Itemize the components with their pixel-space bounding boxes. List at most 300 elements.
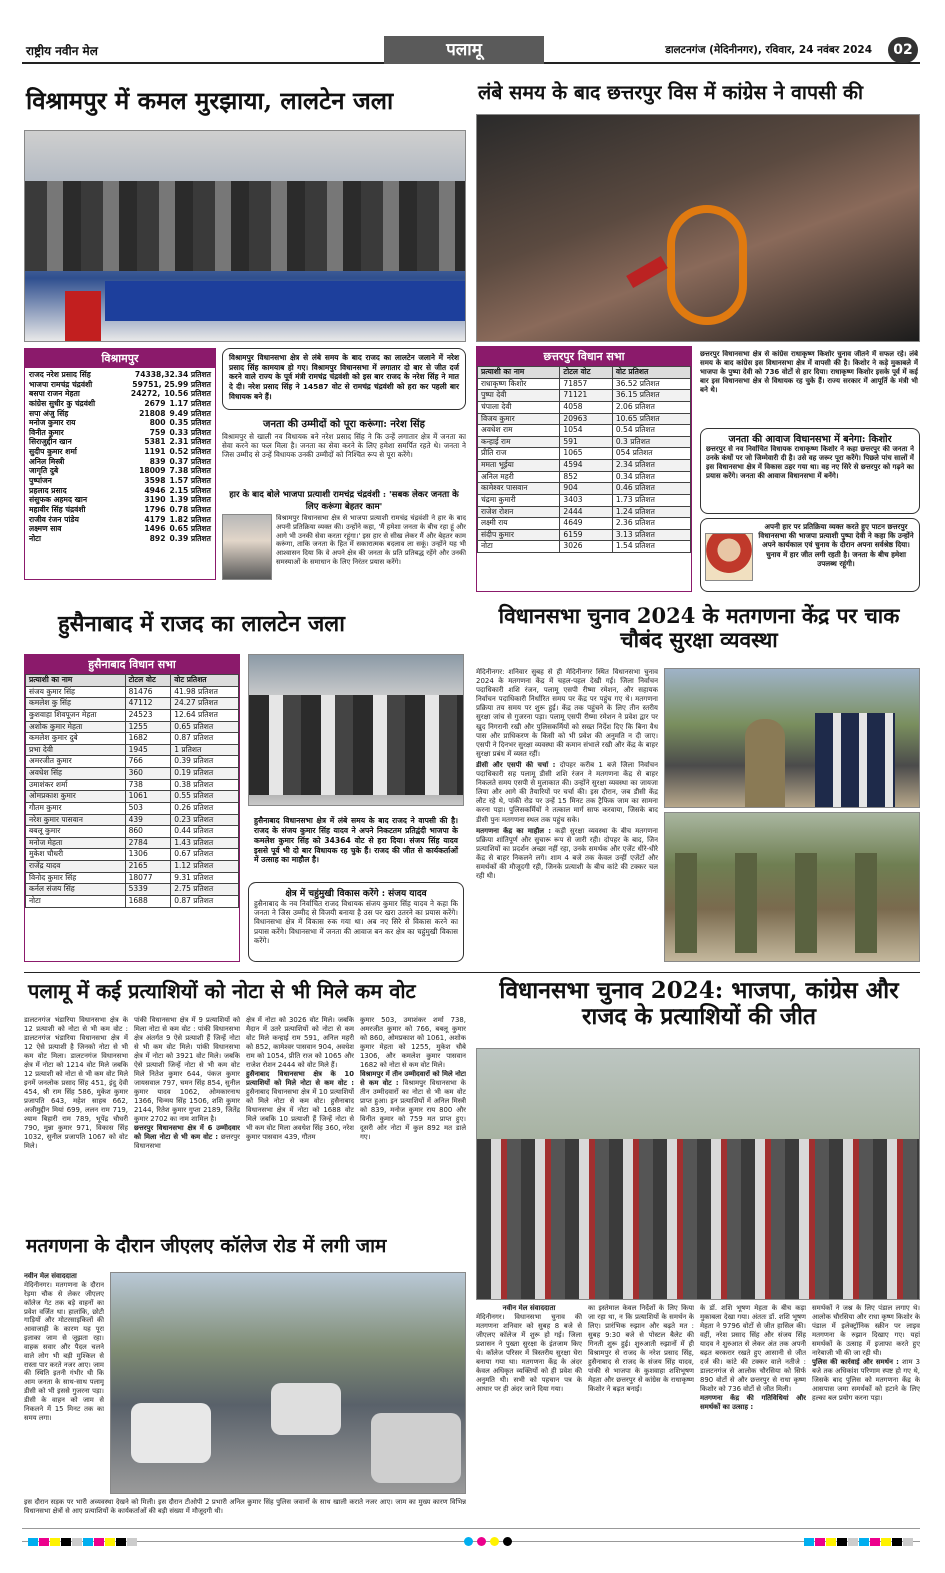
story5-col4-b: विश्रामपुर विधानसभा के तीन उम्मीदवारों का नोटा से भी कम वोट प्राप्त हुआ। इन प्रत्याशियों में अनिल मिस्त्री को 839, मनोज कुमार राय 800 और विनीत कुमार को 759 मत प्राप्त हुए। दूसरी ओर नोटा में कुल 892 मत डाले गए। bbox=[360, 1078, 466, 1141]
color-dots-center bbox=[462, 1531, 514, 1550]
photo-microphone bbox=[626, 256, 668, 288]
color-swatch bbox=[28, 1538, 38, 1546]
vote-count: 4594 bbox=[560, 460, 612, 472]
story2-sub2-box bbox=[700, 518, 920, 592]
vote-count: 59751, 25.99 प्रतिशत bbox=[132, 379, 211, 389]
result-row bbox=[29, 486, 211, 496]
table-row bbox=[26, 802, 239, 814]
table-row bbox=[26, 744, 239, 756]
story5-col4: कुमार 503, उमाशंकर शर्मा 738, अमरजीत कुमार को 766, बबलू कुमार को 860, ओमप्रकाश को 1061, अशोक कुमार मेहता को 1255, मुकेश चौबे 1306, और कमलेश कुमार पासवान 1682 को नोटा से कम वोट मिले। bbox=[360, 1016, 466, 1069]
vote-percent: 10.56 प्रतिशत bbox=[164, 389, 211, 399]
table-row bbox=[478, 425, 691, 437]
vote-percent: 0.39 प्रतिशत bbox=[171, 756, 239, 768]
vote-percent: 0.87 प्रतिशत bbox=[171, 733, 239, 745]
col-header: वोट प्रतिशत bbox=[612, 367, 690, 379]
vote-count: 766 bbox=[125, 756, 171, 768]
photo-people-silhouettes bbox=[249, 695, 464, 795]
color-swatch bbox=[892, 1538, 902, 1546]
table-row bbox=[478, 378, 691, 390]
story3-lead: हुसैनाबाद विधानसभा क्षेत्र में लंबे समय के बाद राजद ने वापसी की है। राजद के संजय कुमार सिंह यादव ने अपने निकटतम प्रतिद्वंदी भाजपा के कमलेश कुमार सिंह को 34364 वोट से हरा दिया। संजय सिंह यादव इससे पूर्व भी दो बार विधायक रह चुके हैं। राजद की जीत से कार्यकर्ताओं में उत्साह का माहौल है। bbox=[254, 816, 458, 865]
story1-sub1: जनता की उम्मीदों को पूरा करूंगा: नरेश सिंह bbox=[263, 419, 425, 430]
col-header: प्रत्याशी का नाम bbox=[478, 367, 560, 379]
color-swatch bbox=[815, 1538, 825, 1546]
photo-crowd bbox=[477, 1139, 920, 1299]
vote-percent: 10.65 प्रतिशत bbox=[612, 413, 690, 425]
vote-count: 24272, bbox=[130, 389, 161, 399]
divider bbox=[24, 972, 920, 973]
table-row bbox=[26, 837, 239, 849]
table-row bbox=[26, 849, 239, 861]
photo-police-row bbox=[675, 853, 915, 953]
story3-results-table bbox=[25, 674, 239, 908]
candidate-name: कामेश्वर पासवान bbox=[478, 483, 560, 495]
result-row bbox=[29, 428, 211, 438]
candidate-name: राजेंद्र यादव bbox=[26, 861, 126, 873]
candidate-name: अमरजीत कुमार bbox=[26, 756, 126, 768]
vote-percent: 0.34 प्रतिशत bbox=[612, 471, 690, 483]
story3-photo bbox=[248, 654, 464, 806]
story3-table-box bbox=[24, 654, 240, 962]
story7-text: मेदिनीनगर। मतगणना के दौरान रेड़मा चौक से लेकर जीएलए कॉलेज गेट तक बड़े वाहनों का प्रवेश वर्जित था। हालांकि, छोटी गाड़ियों और मोटरसाइकिलों की आवाजाही के कारण यह पूरा इलाका जाम से जूझता रहा। वाहक सवार और पैदल चलने वाले लोग भी बड़ी मुश्किल से रास्ता पार करते नजर आए। जाम की स्थिति इतनी गंभीर थी कि आम जनता के साथ-साथ पलामू डीसी को भी इससे गुजरना पड़ा। डीसी के वाहन को जाम से निकलने में 15 मिनट तक का समय लगा। bbox=[24, 1281, 104, 1422]
masthead bbox=[22, 36, 920, 64]
paper-name: राष्ट्रीय नवीन मेल bbox=[26, 44, 98, 58]
candidate-name: अनिल मिस्त्री bbox=[29, 456, 65, 466]
vote-percent: 0.52 प्रतिशत bbox=[169, 447, 211, 457]
story5-col3-sub: हुसैनाबाद विधानसभा क्षेत्र के 10 प्रत्याशियों को मिले नोटा से कम वोट : bbox=[246, 1069, 354, 1087]
story6-col3-wrap bbox=[700, 1304, 806, 1520]
candidate-name: विजय कुमार bbox=[478, 413, 560, 425]
story7-footer: इस दौरान सड़क पर भारी अव्यवस्था देखने को मिली। इस दौरान टीओपी 2 प्रभारी अनिल कुमार सिंह पुलिस जवानों के साथ खाली कराते नजर आए। जाम का मुख्य कारण विभिन्न विधानसभा क्षेत्रों से आए प्रत्याशियों के कार्यकर्ताओं की बड़ी संख्या में मौजूदगी थी। bbox=[24, 1498, 466, 1515]
candidate-name: लक्ष्मण साव bbox=[29, 524, 62, 534]
registration-strip bbox=[22, 1528, 920, 1542]
result-row bbox=[29, 418, 211, 428]
story5-col3: क्षेत्र में नोटा को 3026 वोट मिले। जबकि मैदान में उतरे प्रत्याशियों को नोटा से कम वोट मिले कन्हाई राम 591, अनिल महरी को 852, कामेश्वर पासवान 904, अवधेश राम को 1054, प्रीति राज को 1065 और राजेश रोशन 2444 को वोट मिले हैं। bbox=[246, 1016, 354, 1069]
story2-results-table bbox=[477, 366, 691, 553]
result-row bbox=[29, 534, 211, 544]
vote-count: 904 bbox=[560, 483, 612, 495]
story4-headline: विधानसभा चुनाव 2024 के मतगणना केंद्र पर चाक चौबंद सुरक्षा व्यवस्था bbox=[498, 603, 900, 652]
table-row bbox=[26, 791, 239, 803]
story4-body3: कड़ी सुरक्षा व्यवस्था के बीच मतगणना प्रक्रिया शांतिपूर्ण और सुचारू रूप से जारी रही। दोपहर के बाद, जिन प्रत्याशियों का प्रदर्शन अच्छा नहीं रहा, उनके समर्थक और एजेंट धीरे-धीरे केंद्र से बाहर निकलने लगे। शाम 4 बजे तक केवल उन्हीं एजेंटों और समर्थकों की मौजूदगी रही, जिनके प्रत्याशी के बीच कांटे की टक्कर चल रही थी। bbox=[476, 826, 658, 881]
result-row bbox=[29, 380, 211, 390]
result-row bbox=[29, 457, 211, 467]
vote-count: 81476 bbox=[125, 686, 171, 698]
candidate-name: अवधेश सिंह bbox=[26, 768, 126, 780]
photo-officials bbox=[815, 713, 895, 808]
vote-percent: 054 प्रतिशत bbox=[612, 448, 690, 460]
candidate-name: राजेश रोशन bbox=[478, 506, 560, 518]
result-row bbox=[29, 495, 211, 505]
story3-sub-box bbox=[248, 882, 464, 962]
vote-count: 800 bbox=[149, 418, 166, 428]
story7-text-col bbox=[24, 1272, 104, 1492]
story6-col2: का इस्तेमाल केवल निर्देशों के लिए किया जा रहा था, न कि प्रत्याशियों के समर्थन के लिए। प्रारंभिक रुझान और बढ़ते मत : सुबह 9:30 बजे से पोस्टल बैलेट की गिनती शुरू हुई। शुरुआती रुझानों में ही विश्रामपुर से राजद के नरेश प्रसाद सिंह, हुसैनाबाद से राजद के संजय सिंह यादव, पांकी से भाजपा के कुशवाहा शशिभूषण मेहता और छत्तरपुर से कांग्रेस के राधाकृष्ण किशोर ने बढ़त बनाई। bbox=[588, 1304, 694, 1393]
candidate-name: प्रीति राज bbox=[478, 448, 560, 460]
candidate-name: राधाकृष्ण किशोर bbox=[478, 378, 560, 390]
story2-sub1-text: छत्तरपुर से नव निर्वाचित विधायक राधाकृष्ण किशोर ने कहा छत्तरपुर की जनता ने उनके कंधों पर जो जिम्मेवारी दी है। उसे वह जरूर पूरा करेंगे। पिछले पांच सालों में इस विधानसभा क्षेत्र में विकास ठहर गया था। वह नए सिरे से छत्तरपुर को गढ़ने का प्रयास करेंगे। जनता की आवाज विधानसभा में बनेंगे। bbox=[706, 445, 914, 480]
story7-headline: मतगणना के दौरान जीएलए कॉलेज रोड में लगी जाम bbox=[26, 1235, 387, 1257]
candidate-name: ममता भूईया bbox=[478, 460, 560, 472]
result-row bbox=[29, 399, 211, 409]
table-row bbox=[26, 861, 239, 873]
table-row bbox=[26, 814, 239, 826]
story5-col2-tail: छत्तरपुर विधानसभा bbox=[134, 1132, 240, 1150]
vote-percent: 0.39 प्रतिशत bbox=[169, 533, 211, 543]
table-row bbox=[478, 436, 691, 448]
vote-count: 759 bbox=[149, 427, 166, 437]
candidate-name: चंपाला देवी bbox=[478, 401, 560, 413]
story3-sub-text: हुसैनाबाद के नव निर्वाचित राजद विधायक संजय कुमार सिंह यादव ने कहा कि जनता ने जिस उम्मीद से विजयी बनाया है उस पर खरा उतरने का प्रयास करेंगे। विधानसभा क्षेत्र में विकास रुक गया था। अब नए सिरे से विकास करने का प्रयास करेंगे। विधानसभा में जनता की आवाज बन कर क्षेत्र का चहुंमुखी विकास करेंगे। bbox=[254, 899, 458, 945]
candidate-name: कन्हाई राम bbox=[478, 436, 560, 448]
story2-sub1-box bbox=[700, 428, 920, 514]
vote-count: 1061 bbox=[125, 791, 171, 803]
story5-col4-wrap bbox=[360, 1016, 466, 1212]
color-swatch bbox=[83, 1538, 93, 1546]
candidate-name: कुशवाहा शिवपूजन मेहता bbox=[26, 709, 126, 721]
vote-percent: 0.23 प्रतिशत bbox=[171, 814, 239, 826]
story5-col2-wrap bbox=[134, 1016, 240, 1212]
color-swatch bbox=[837, 1538, 847, 1546]
vote-percent: 0.19 प्रतिशत bbox=[171, 768, 239, 780]
candidate-name: सिराजुद्दीन खान bbox=[29, 437, 72, 447]
vote-count: 5339 bbox=[125, 884, 171, 896]
table-row bbox=[26, 709, 239, 721]
table-row bbox=[478, 471, 691, 483]
story5-col3-wrap bbox=[246, 1016, 354, 1212]
story3-headline: हुसैनाबाद में राजद का लालटेन जला bbox=[58, 611, 345, 637]
table-row bbox=[26, 895, 239, 907]
story6-col4: समर्थकों ने जश्न के लिए पंडाल लगाए थे। आलोक चौरसिया और राधा कृष्ण किशोर के पंडाल में इलेक्ट्रॉनिक स्क्रीन पर लाइव मतगणना के रुझान दिखाए गए। यहां समर्थकों के उत्साह में इजाफा करते हुए नारेबाजी भी की जा रही थी। bbox=[812, 1304, 920, 1357]
vote-percent: 1.82 प्रतिशत bbox=[169, 514, 211, 524]
candidate-name: राजद नरेश प्रसाद सिंह bbox=[29, 370, 91, 379]
vote-percent: 2.36 प्रतिशत bbox=[612, 518, 690, 530]
vote-count: 839 bbox=[149, 456, 166, 466]
vote-percent: 1.54 प्रतिशत bbox=[612, 541, 690, 553]
story6-col1-wrap bbox=[476, 1304, 582, 1520]
vote-percent: 0.33 प्रतिशत bbox=[169, 427, 211, 437]
candidate-name: अनिल महरी bbox=[478, 471, 560, 483]
col-header: प्रत्याशी का नाम bbox=[26, 675, 126, 687]
story6-byline: नवीन मेल संवाददाता bbox=[502, 1304, 556, 1312]
color-swatch bbox=[105, 1538, 115, 1546]
story4-body1: मेदिनीनगर: शनिवार सुबह से ही मेदिनीनगर स्थित विधानसभा चुनाव 2024 के मतगणना केंद्र में चहल-पहल देखी गई। जिला निर्वाचन पदाधिकारी शशि रंजन, पलामू एसपी रीष्मा रमेशन, और सहायक निर्वाचन पदाधिकारी निर्धारित समय पर केंद्र पर पहुंच गए थे। मतगणना प्रक्रिया तय समय पर शुरू हुई। केंद्र तक पहुंचने के लिए तीन स्तरीय सुरक्षा जांच से गुजरना पड़ा। पलामू एसपी रीष्मा रमेशन ने प्रवेश द्वार पर खुद निगरानी रखी और पुलिसकर्मियों को सख्त निर्देश दिए कि बिना वैध पास और प्राधिकरण के किसी को भी प्रवेश की अनुमति न दी जाए। एसपी ने दिनभर सुरक्षा व्यवस्था की कमान संभाले रखी और केंद्र के बाहर सुरक्षा प्रबंध में व्यस्त रहीं। bbox=[476, 668, 658, 758]
table-row bbox=[26, 872, 239, 884]
story2-portrait bbox=[705, 533, 753, 581]
story1-sub1-text: विश्रामपुर से खाली नव विधायक बने नरेश प्रसाद सिंह ने कि उन्हें लगातार क्षेत्र में जनता का सेवा करने का फल मिला है। जनता का सेवा करने के लिए हमेशा समर्पित रहते थे। जनता ने जिस उम्मीद से उन्हें विधायक उनकी उम्मीदों को निश्चित रूप से पूरा करेंगे। bbox=[222, 432, 466, 460]
story4-text bbox=[476, 668, 658, 962]
table-row bbox=[478, 413, 691, 425]
table-row bbox=[26, 779, 239, 791]
story6-col1: मेदिनीनगर। विधानसभा चुनाव की मतगणना शनिवार को सुबह 8 बजे से जीएलए कॉलेज में शुरू हो गई। जिला प्रशासन ने पुख्ता सुरक्षा के इंतजाम किए थे। कॉलेज परिसर में त्रिस्तरीय सुरक्षा घेरा बनाया गया था। मतगणना केंद्र के अंदर केवल अधिकृत व्यक्तियों को ही प्रवेश की अनुमति थी। सभी को पहचान पत्र के आधार पर ही अंदर जाने दिया गया। bbox=[476, 1313, 582, 1393]
vote-percent: 2.75 प्रतिशत bbox=[171, 884, 239, 896]
color-swatch bbox=[72, 1538, 82, 1546]
dateline: डालटनगंज (मेदिनीनगर), रविवार, 24 नवंबर 2024 bbox=[665, 44, 872, 56]
candidate-name: राजीव रंजन पांडेय bbox=[29, 514, 79, 524]
vote-percent: 41.98 प्रतिशत bbox=[171, 686, 239, 698]
story6-photo bbox=[476, 1048, 920, 1300]
vote-percent: 0.3 प्रतिशत bbox=[612, 436, 690, 448]
result-row bbox=[29, 476, 211, 486]
candidate-name: पुष्पांजन bbox=[29, 476, 52, 486]
story3-table-title: हुसैनाबाद विधान सभा bbox=[25, 655, 239, 674]
result-row bbox=[29, 409, 211, 419]
table-row bbox=[478, 401, 691, 413]
story1-results-list bbox=[25, 368, 215, 546]
story5-col1: डालटनगंज भंडारिया विधानसभा क्षेत्र के 12 प्रत्याशी को नोटा से भी कम वोट : डालटनगंज भंडारिया विधानसभा क्षेत्र में 12 ऐसे प्रत्याशी है जिनको नोटा से भी कम वोट मिला। डालटनगंज विधानसभा क्षेत्र में नोटा को 1214 वोट मिले जबकि 12 प्रत्याशी को नोटा से भी कम वोट मिले इनमें जनलोक प्रसाद सिंह 451, इंदु देवी 454, श्री राम सिंह 586, मुकेश कुमार प्रजापति 643, महेश साहब 662, अजीमुद्दीन मियां 699, ललन राम 719, श्याम बिहारी राम 789, भूपेंद्र चौधरी 790, मुन्ना कुमार 971, विकास सिंह 1032, सुनील प्रजापति 1067 को वोट मिले। bbox=[24, 1016, 128, 1150]
vote-percent: 0.65 प्रतिशत bbox=[169, 524, 211, 534]
story2-headline: लंबे समय के बाद छत्तरपुर विस में कांग्रेस ने वापसी की bbox=[478, 81, 864, 104]
story5-col2-sub: छत्तरपुर विधानसभा क्षेत्र में 6 उम्मीदवार को मिला नोटा से भी कम वोट : bbox=[134, 1123, 240, 1141]
story5-headline: पलामू में कई प्रत्याशियों को नोटा से भी मिले कम वोट bbox=[28, 979, 416, 1003]
candidate-name: सुदीप कुमार शर्मा bbox=[29, 447, 77, 457]
col-header: टोटल वोट bbox=[560, 367, 612, 379]
candidate-name: अवधेश राम bbox=[478, 425, 560, 437]
vote-count: 1796 bbox=[144, 504, 166, 514]
color-swatch bbox=[116, 1538, 126, 1546]
vote-count: 1054 bbox=[560, 425, 612, 437]
candidate-name: मनोज मेहता bbox=[26, 837, 126, 849]
col-header: वोट प्रतिशत bbox=[171, 675, 239, 687]
vote-count: 24523 bbox=[125, 709, 171, 721]
table-row bbox=[478, 541, 691, 553]
candidate-name: कमलेश कु सिंह bbox=[26, 698, 126, 710]
vote-count: 18009 bbox=[139, 466, 166, 476]
vote-percent: 0.46 प्रतिशत bbox=[612, 483, 690, 495]
table-row bbox=[26, 698, 239, 710]
photo-red-chair bbox=[65, 291, 101, 341]
table-row bbox=[26, 686, 239, 698]
candidate-name: पुष्पा देवी bbox=[478, 390, 560, 402]
candidate-name: कांग्रेस सुधीर कु चंद्रवंशी bbox=[29, 398, 96, 408]
color-swatch bbox=[804, 1538, 814, 1546]
vote-percent: 0.78 प्रतिशत bbox=[169, 504, 211, 514]
vote-count: 360 bbox=[125, 768, 171, 780]
vote-percent: 0.26 प्रतिशत bbox=[171, 802, 239, 814]
vote-count: 1191 bbox=[144, 447, 166, 457]
vote-percent: 36.15 प्रतिशत bbox=[612, 390, 690, 402]
vote-count: 4946 bbox=[144, 485, 166, 495]
col-header: टोटल वोट bbox=[125, 675, 171, 687]
vote-count: 3190 bbox=[144, 495, 166, 505]
story6-col4-b: शाम 3 बजे तक अधिकांश परिणाम स्पष्ट हो गए थे, जिसके बाद पुलिस को मतगणना केंद्र के आसपास जमा समर्थकों को हटाने के लिए हल्का बल प्रयोग करना पड़ा। bbox=[812, 1357, 920, 1402]
vote-count: 503 bbox=[125, 802, 171, 814]
table-row bbox=[478, 390, 691, 402]
candidate-name: चंद्रमा कुमारी bbox=[478, 494, 560, 506]
story4-photo-top bbox=[664, 668, 920, 808]
vote-percent: 0.35 प्रतिशत bbox=[169, 418, 211, 428]
vote-percent: 0.44 प्रतिशत bbox=[171, 826, 239, 838]
vote-percent: 1.12 प्रतिशत bbox=[171, 861, 239, 873]
vote-percent: 1.17 प्रतिशत bbox=[169, 398, 211, 408]
story1-table-box bbox=[24, 348, 216, 580]
story2-lead: छत्तरपुर विधानसभा क्षेत्र से कांग्रेस राधाकृष्ण किशोर चुनाव जीतने में सफल रहे। लंबे समय के बाद कांग्रेस इस विधानसभा क्षेत्र में वापसी की है। किशोर ने कड़े मुकाबले में भाजपा के पुष्पा देवी को 736 वोटों से हार दिया। राधाकृष्ण किशोर इसके पूर्व में कई बार इस विधानसभा क्षेत्र से विधायक रह चुके हैं। राज्य सरकार में आपूर्ति के मंत्री भी बने थे। bbox=[700, 350, 918, 394]
color-swatch bbox=[39, 1538, 49, 1546]
vote-percent: 36.52 प्रतिशत bbox=[612, 378, 690, 390]
candidate-name: सपा अंजु सिंह bbox=[29, 408, 69, 418]
table-row bbox=[478, 506, 691, 518]
candidate-name: जागृति दुबे bbox=[29, 466, 59, 476]
table-row bbox=[26, 826, 239, 838]
candidate-name: संसुफक अहमद खान bbox=[29, 495, 88, 505]
vote-percent: 2.15 प्रतिशत bbox=[169, 485, 211, 495]
section-title: पलामू bbox=[384, 36, 544, 64]
vote-count: 591 bbox=[560, 436, 612, 448]
vote-percent: 2.06 प्रतिशत bbox=[612, 401, 690, 413]
vote-count: 74338,32.34 प्रतिशत bbox=[134, 370, 211, 379]
vote-count: 5381 bbox=[144, 437, 166, 447]
vote-percent: 12.64 प्रतिशत bbox=[171, 709, 239, 721]
result-row bbox=[29, 515, 211, 525]
vote-count: 71121 bbox=[560, 390, 612, 402]
vote-percent: 7.38 प्रतिशत bbox=[169, 466, 211, 476]
vote-count: 2679 bbox=[144, 398, 166, 408]
vote-count: 71857 bbox=[560, 378, 612, 390]
photo-car bbox=[271, 1383, 341, 1435]
color-dot bbox=[503, 1537, 512, 1546]
candidate-name: महावीर सिंह चंद्रवंशी bbox=[29, 504, 86, 514]
vote-percent: 9.49 प्रतिशत bbox=[169, 408, 211, 418]
result-row bbox=[29, 389, 211, 399]
candidate-name: भाजपा रामचंद्र चंद्रवंशी bbox=[29, 379, 93, 389]
photo-people-silhouettes bbox=[25, 181, 466, 271]
vote-count: 1496 bbox=[144, 524, 166, 534]
page-number: 02 bbox=[888, 37, 918, 63]
vote-count: 3026 bbox=[560, 541, 612, 553]
result-row bbox=[29, 370, 211, 380]
photo-garland bbox=[667, 205, 747, 325]
story4-body2: दोपहर करीब 1 बजे जिला निर्वाचन पदाधिकारी सह पलामू डीसी शशि रंजन ने मतगणना केंद्र से बाहर निकलते समय एसपी से मुलाकात की। उन्होंने सुरक्षा व्यवस्था का जायजा लिया और आगे की तैयारियों पर चर्चा की। इस दौरान, जब डीसी केंद्र लौट रहे थे, पांकी रोड पर उन्हें 15 मिनट तक ट्रैफिक जाम का सामना करना पड़ा। पुलिसकर्मियों ने तत्काल मार्ग साफ करवाया, जिसके बाद डीसी पुनः मतगणना स्थल तक पहुंच सके। bbox=[476, 760, 658, 824]
candidate-name: संदीप कुमार bbox=[478, 529, 560, 541]
photo-police-officer bbox=[745, 719, 785, 808]
color-swatch bbox=[859, 1538, 869, 1546]
story2-table-title: छत्तरपुर विधान सभा bbox=[477, 347, 691, 366]
vote-percent: 2.34 प्रतिशत bbox=[612, 460, 690, 472]
vote-count: 3403 bbox=[560, 494, 612, 506]
result-row bbox=[29, 466, 211, 476]
vote-count: 1065 bbox=[560, 448, 612, 460]
vote-count: 4179 bbox=[144, 514, 166, 524]
story1-sub2: हार के बाद बोले भाजपा प्रत्याशी रामचंद्र चंद्रवंशी : 'सबक लेकर जनता के लिए करूंगा बेहतर काम' bbox=[229, 490, 459, 512]
vote-count: 852 bbox=[560, 471, 612, 483]
vote-count: 2784 bbox=[125, 837, 171, 849]
vote-percent: 24.27 प्रतिशत bbox=[171, 698, 239, 710]
story6-headline: विधानसभा चुनाव 2024: भाजपा, कांग्रेस और राजद के प्रत्याशियों की जीत bbox=[499, 977, 899, 1030]
color-dot bbox=[477, 1537, 486, 1546]
vote-count: 4058 bbox=[560, 401, 612, 413]
vote-count: 1688 bbox=[125, 895, 171, 907]
story6-col4-wrap bbox=[812, 1304, 920, 1520]
vote-percent: 3.13 प्रतिशत bbox=[612, 529, 690, 541]
vote-percent: 0.38 प्रतिशत bbox=[171, 779, 239, 791]
color-dot bbox=[490, 1537, 499, 1546]
vote-count: 1255 bbox=[125, 721, 171, 733]
vote-count: 6159 bbox=[560, 529, 612, 541]
candidate-name: कमलेश कुमार दुबे bbox=[26, 733, 126, 745]
vote-count: 4649 bbox=[560, 518, 612, 530]
candidate-name: कर्नल संजय सिंह bbox=[26, 884, 126, 896]
vote-count: 1682 bbox=[125, 733, 171, 745]
candidate-name: नोटा bbox=[478, 541, 560, 553]
table-row bbox=[26, 768, 239, 780]
color-swatch bbox=[870, 1538, 880, 1546]
story5-col2: पांकी विधानसभा क्षेत्र में 9 प्रत्याशियों को मिला नोटा से कम वोट : पांकी विधानसभा क्षेत्र अंतर्गत 9 ऐसे प्रत्याशी हैं जिन्हें नोटा से भी कम वोट मिले। पांकी विधानसभा क्षेत्र में नोटा को 3921 वोट मिले। जबकि ऐसे प्रत्याशी जिन्हें नोटा से भी कम वोट मिले नितेश कुमार 644, पंकज कुमार जायसवाल 797, चमन सिंह 854, सुनील कुमार यादव 1062, ओमकारनाथ 1366, चिन्मय सिंह 1506, शशि कुमार 2144, रितेश कुमार गुप्ता 2189, जितेंद्र कुमार 2702 का नाम शामिल है। bbox=[134, 1016, 240, 1123]
vote-count: 2444 bbox=[560, 506, 612, 518]
candidate-name: बबलू कुमार bbox=[26, 826, 126, 838]
vote-count: 1945 bbox=[125, 744, 171, 756]
candidate-name: मनोज कुमार राय bbox=[29, 418, 76, 428]
candidate-name: विनोद कुमार सिंह bbox=[26, 872, 126, 884]
photo-car bbox=[131, 1403, 211, 1463]
story1-table-title: विश्रामपुर bbox=[25, 349, 215, 368]
vote-count: 2165 bbox=[125, 861, 171, 873]
story2-photo bbox=[476, 114, 920, 342]
story1-portrait bbox=[222, 514, 272, 580]
color-swatch bbox=[903, 1538, 913, 1546]
color-swatch bbox=[848, 1538, 858, 1546]
vote-count: 47112 bbox=[125, 698, 171, 710]
vote-percent: 1.24 प्रतिशत bbox=[612, 506, 690, 518]
story7-byline: नवीन मेल संवाददाता bbox=[24, 1272, 77, 1280]
candidate-name: नोटा bbox=[26, 895, 126, 907]
story2-sub2-text: अपनी हार पर प्रतिक्रिया व्यक्त करते हुए पाटन छत्तरपुर विधानसभा की भाजपा प्रत्याशी पुष्पा देवी ने कहा कि उन्होंने अपने कार्यकाल एवं चुनाव के दौरान अपना सर्वश्रेष्ठ दिया। चुनाव में हार जीत लगी रहती है। जनता के बीच हमेशा उपलब्ध रहूंगी। bbox=[758, 522, 914, 568]
vote-percent: 1.43 प्रतिशत bbox=[171, 837, 239, 849]
vote-count: 439 bbox=[125, 814, 171, 826]
table-row bbox=[478, 529, 691, 541]
story5-col3-b: हुसैनाबाद विधानसभा क्षेत्र में 10 प्रत्याशियों को मिले नोटा से कम वोट। हुसैनाबाद विधानसभा क्षेत्र में नोटा को 1688 वोट मिले जबकि 10 प्रत्याशी हैं जिन्हें नोटा से भी कम वोट मिला अवधेश सिंह 360, नरेश कुमार पासवान 439, गौतम bbox=[246, 1087, 354, 1141]
candidate-name: गौतम कुमार bbox=[26, 802, 126, 814]
story6-col3-sub: मतगणना केंद्र की गतिविधियां और समर्थकों का उत्साह : bbox=[700, 1393, 806, 1411]
vote-count: 860 bbox=[125, 826, 171, 838]
result-row bbox=[29, 505, 211, 515]
vote-percent: 0.67 प्रतिशत bbox=[171, 849, 239, 861]
candidate-name: अशोक कुमार मेहता bbox=[26, 721, 126, 733]
story4-sub1: डीसी और एसपी की चर्चा : bbox=[476, 760, 556, 769]
table-row bbox=[26, 756, 239, 768]
vote-percent: 0.87 प्रतिशत bbox=[171, 895, 239, 907]
color-swatch bbox=[826, 1538, 836, 1546]
table-row bbox=[478, 518, 691, 530]
result-row bbox=[29, 524, 211, 534]
candidate-name: मुकेश चौधरी bbox=[26, 849, 126, 861]
story3-sub: क्षेत्र में चहुंमुखी विकास करेंगे : संजय यादव bbox=[285, 889, 427, 899]
vote-count: 18077 bbox=[125, 872, 171, 884]
candidate-name: उमाशंकर शर्मा bbox=[26, 779, 126, 791]
color-swatches-right bbox=[804, 1531, 914, 1550]
vote-percent: 1.57 प्रतिशत bbox=[169, 476, 211, 486]
story1-sub2-text: विश्रामपुर विधानसभा क्षेत्र से भाजपा प्रत्याशी रामचंद्र चंद्रवंशी ने हार के बाद अपनी प्रतिक्रिया व्यक्त की। उन्होंने कहा, 'मैं हमेशा जनता के बीच रहा हूं और आगे भी उनकी सेवा करता रहूंगा।' इस हार से सीख लेकर मैं और बेहतर काम करूंगा, ताकि जनता के हित में सकारात्मक बदलाव ला सकूं। उन्होंने यह भी आश्वासन दिया कि वे अपने क्षेत्र की जनता के प्रति प्रतिबद्ध रहेंगे और उनकी समस्याओं के समाधान के लिए निरंतर प्रयास करेंगे। bbox=[276, 514, 466, 567]
color-swatch bbox=[94, 1538, 104, 1546]
color-swatch bbox=[881, 1538, 891, 1546]
story4-sub2: मतगणना केंद्र का माहौल : bbox=[476, 826, 552, 835]
story6-col3: के डॉ. शशि भूषण मेहता के बीच कड़ा मुकाबला देखा गया। अंततः डॉ. शशि भूषण मेहता ने 9796 वोटों से जीत हासिल की। वहीं, नरेश प्रसाद सिंह और संजय सिंह यादव ने शुरुआत से लेकर अंत तक अपनी बढ़त बरकरार रखते हुए आसानी से जीत दर्ज की। कांटे की टक्कर वाले नतीजे : डालटनगंज से आलोक चौरसिया को सिर्फ 890 वोटों से और छत्तरपुर से राधा कृष्ण किशोर को 736 वोटों से जीत मिली। bbox=[700, 1304, 806, 1393]
vote-count: 3598 bbox=[144, 476, 166, 486]
candidate-name: विनीत कुमार bbox=[29, 427, 64, 437]
table-row bbox=[26, 884, 239, 896]
story1-headline: विश्रामपुर में कमल मुरझाया, लालटेन जला bbox=[26, 86, 394, 115]
candidate-name: प्रभा देवी bbox=[26, 744, 126, 756]
table-row bbox=[478, 448, 691, 460]
story6-col4-sub: पुलिस की कार्रवाई और समर्थन : bbox=[812, 1357, 899, 1366]
color-swatch bbox=[127, 1538, 137, 1546]
color-swatch bbox=[50, 1538, 60, 1546]
candidate-name: नोटा bbox=[29, 533, 41, 543]
vote-count: 738 bbox=[125, 779, 171, 791]
vote-percent: 0.55 प्रतिशत bbox=[171, 791, 239, 803]
vote-percent: 1 प्रतिशत bbox=[171, 744, 239, 756]
story4-photo-bottom bbox=[664, 812, 920, 962]
color-swatch bbox=[61, 1538, 71, 1546]
photo-table-cloth bbox=[105, 281, 466, 321]
